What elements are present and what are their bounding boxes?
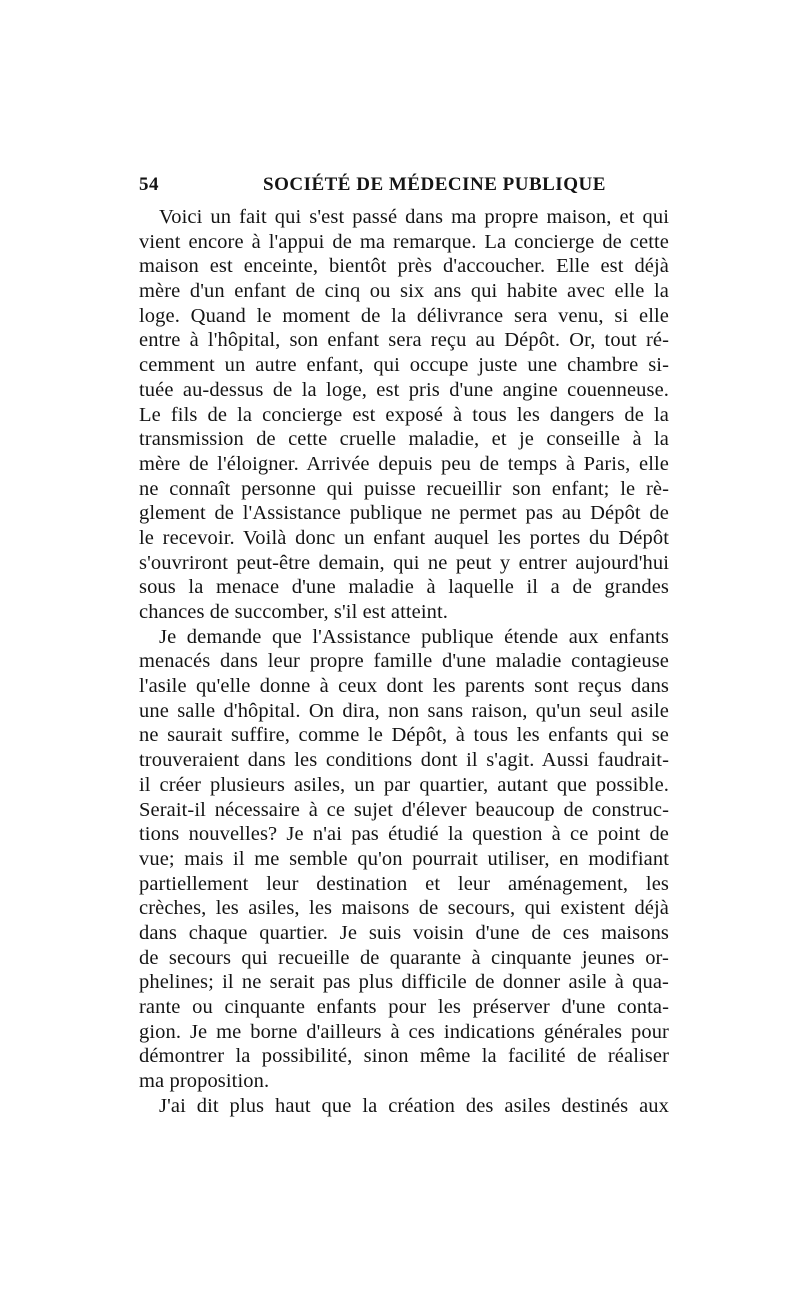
text-line: Le fils de la concierge est exposé à tous les dangers de la xyxy=(139,403,669,426)
text-line: trouveraient dans les conditions dont il s'agit. Aussi faudrait- xyxy=(139,749,669,772)
text-line: vient encore à l'appui de ma remarque. La concierge de cette xyxy=(139,230,669,253)
paragraph-2 xyxy=(139,625,669,1094)
text-line: ne saurait suffire, comme le Dépôt, à tous les enfants qui se xyxy=(139,724,669,747)
text-line: l'asile qu'elle donne à ceux dont les parents sont reçus dans xyxy=(139,675,669,698)
paragraph-3 xyxy=(139,1094,669,1119)
text-line: une salle d'hôpital. On dira, non sans raison, qu'un seul asile xyxy=(139,699,669,722)
text-line: Serait-il nécessaire à ce sujet d'élever beaucoup de construc- xyxy=(139,798,669,821)
text-line: tuée au-dessus de la loge, est pris d'une angine couenneuse. xyxy=(139,378,669,401)
text-line: il créer plusieurs asiles, un par quartier, autant que possible. xyxy=(139,773,669,796)
text-line: J'ai dit plus haut que la création des asiles destinés aux xyxy=(159,1094,669,1117)
text-line: mère d'un enfant de cinq ou six ans qui habite avec elle la xyxy=(139,280,669,303)
page-number: 54 xyxy=(139,174,159,195)
paragraph-1 xyxy=(139,205,669,625)
text-line: s'ouvriront peut-être demain, qui ne peut y entrer aujourd'hui xyxy=(139,551,669,574)
text-line: ne connaît personne qui puisse recueillir son enfant; le rè- xyxy=(139,477,669,500)
text-line: cemment un autre enfant, qui occupe juste une chambre si- xyxy=(139,354,669,377)
body-text xyxy=(139,205,669,1118)
text-line: maison est enceinte, bientôt près d'accoucher. Elle est déjà xyxy=(139,255,669,278)
text-line: Voici un fait qui s'est passé dans ma propre maison, et qui xyxy=(159,206,669,228)
running-title: SOCIÉTÉ DE MÉDECINE PUBLIQUE xyxy=(263,174,606,195)
text-line: gion. Je me borne d'ailleurs à ces indications générales pour xyxy=(139,1020,669,1043)
text-line: vue; mais il me semble qu'on pourrait utiliser, en modifiant xyxy=(139,847,669,870)
text-line: sous la menace d'une maladie à laquelle il a de grandes xyxy=(139,576,669,599)
text-line: phelines; il ne serait pas plus difficile de donner asile à qua- xyxy=(139,971,669,994)
running-head xyxy=(139,174,669,200)
text-line: Je demande que l'Assistance publique étende aux enfants xyxy=(159,625,669,648)
text-line: crèches, les asiles, les maisons de secours, qui existent déjà xyxy=(139,897,669,920)
text-line: entre à l'hôpital, son enfant sera reçu au Dépôt. Or, tout ré- xyxy=(139,329,669,352)
text-line: ma proposition. xyxy=(139,1070,270,1093)
text-line: glement de l'Assistance publique ne permet pas au Dépôt de xyxy=(139,502,669,525)
text-line: chances de succomber, s'il est atteint. xyxy=(139,601,449,623)
text-line: transmission de cette cruelle maladie, et je conseille à la xyxy=(139,428,669,451)
text-line: mère de l'éloigner. Arrivée depuis peu de temps à Paris, elle xyxy=(139,452,669,475)
text-line: de secours qui recueille de quarante à cinquante jeunes or- xyxy=(139,946,669,969)
text-line: loge. Quand le moment de la délivrance sera venu, si elle xyxy=(139,304,669,327)
text-line: partiellement leur destination et leur aménagement, les xyxy=(139,872,669,895)
text-line: rante ou cinquante enfants pour les préserver d'une conta- xyxy=(139,996,669,1018)
text-line: le recevoir. Voilà donc un enfant auquel les portes du Dépôt xyxy=(139,526,669,549)
text-line: dans chaque quartier. Je suis voisin d'une de ces maisons xyxy=(139,921,669,944)
text-line: tions nouvelles? Je n'ai pas étudié la question à ce point de xyxy=(139,823,669,846)
text-line: menacés dans leur propre famille d'une maladie contagieuse xyxy=(139,650,669,673)
text-line: démontrer la possibilité, sinon même la facilité de réaliser xyxy=(139,1045,669,1068)
